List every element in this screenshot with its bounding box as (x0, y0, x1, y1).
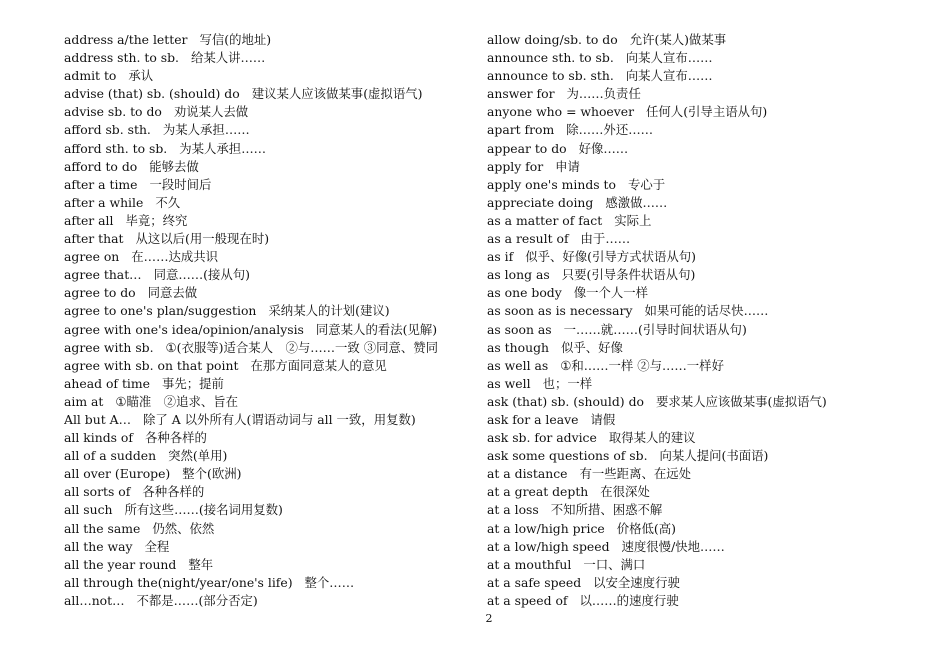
vocab-entry (64, 465, 464, 483)
vocab-entry (487, 302, 927, 320)
vocab-entry (487, 393, 927, 411)
vocab-entry (64, 321, 464, 339)
entry-phrase: all over (Europe) (64, 466, 171, 482)
entry-phrase: as if (487, 249, 514, 265)
vocab-entry (487, 465, 927, 483)
entry-phrase: anyone who = whoever (487, 104, 635, 120)
left-column (64, 31, 464, 610)
vocab-entry (64, 501, 464, 519)
entry-meaning: 从这以后(用一般现在时) (135, 231, 270, 247)
entry-meaning: 速度很慢/快地…… (621, 538, 725, 554)
vocab-entry (64, 357, 464, 375)
vocab-entry (487, 556, 927, 574)
vocab-entry (64, 49, 464, 67)
entry-meaning: 似乎、好像 (561, 339, 623, 355)
vocab-entry (64, 103, 464, 121)
entry-phrase: afford sb. sth. (64, 122, 151, 138)
vocab-entry (487, 194, 927, 212)
entry-phrase: aim at (64, 393, 104, 409)
vocab-entry (487, 520, 927, 538)
entry-meaning: 各种各样的 (144, 430, 207, 446)
entry-meaning: 以安全速度行驶 (593, 574, 680, 590)
entry-meaning: 除了 A 以外所有人(谓语动词与 all 一致，用复数) (142, 411, 416, 427)
entry-phrase: as long as (487, 267, 550, 283)
entry-meaning: 只要(引导条件状语从句) (561, 267, 696, 283)
entry-phrase: apply for (487, 158, 544, 174)
entry-phrase: agree with sb. (64, 339, 154, 355)
entry-meaning: 取得某人的建议 (608, 430, 696, 446)
entry-phrase: all through the(night/year/one's life) (64, 574, 293, 590)
vocab-entry (487, 140, 927, 158)
vocab-entry (64, 411, 464, 429)
entry-meaning: 一段时间后 (149, 176, 212, 192)
vocab-entry (64, 520, 464, 538)
vocab-entry (64, 556, 464, 574)
vocab-entry (487, 266, 927, 284)
entry-phrase: ask sb. for advice (487, 430, 597, 446)
entry-phrase: all the way (64, 538, 133, 554)
vocab-entry (64, 67, 464, 85)
entry-meaning: 一……就……(引导时间状语从句) (563, 321, 747, 337)
entry-phrase: afford to do (64, 158, 138, 174)
entry-phrase: ask some questions of sb. (487, 448, 648, 464)
entry-phrase: at a low/high speed (487, 538, 610, 554)
vocab-entry (487, 321, 927, 339)
entry-meaning: 能够去做 (149, 158, 199, 174)
entry-phrase: as a result of (487, 231, 569, 247)
entry-meaning: 不都是……(部分否定) (136, 592, 258, 608)
entry-meaning: ①和……一样 ②与……一样好 (560, 357, 724, 373)
vocab-entry (64, 158, 464, 176)
entry-phrase: as well as (487, 357, 549, 373)
entry-phrase: as a matter of fact (487, 212, 603, 228)
entry-meaning: 各种各样的 (142, 484, 205, 500)
vocab-entry (487, 176, 927, 194)
entry-meaning: ①(衣服等)适合某人 ②与……一致 ③同意、赞同 (165, 339, 439, 355)
entry-meaning: 突然(单用) (168, 448, 228, 464)
entry-phrase: appreciate doing (487, 194, 594, 210)
entry-phrase: appear to do (487, 140, 567, 156)
vocab-entry (64, 121, 464, 139)
entry-phrase: ask for a leave (487, 411, 579, 427)
entry-meaning: 为某人承担…… (179, 140, 266, 156)
entry-meaning: 所有这些……(接名词用复数) (124, 502, 283, 518)
entry-meaning: 向某人宣布…… (625, 68, 713, 84)
vocab-entry (487, 121, 927, 139)
entry-phrase: announce to sb. sth. (487, 68, 614, 84)
entry-phrase: as soon as (487, 321, 552, 337)
entry-meaning: 价格低(高) (616, 520, 676, 536)
entry-meaning: 给某人讲…… (190, 50, 266, 66)
vocab-entry (64, 538, 464, 556)
entry-phrase: admit to (64, 68, 117, 84)
entry-meaning: 好像…… (578, 140, 629, 156)
entry-phrase: as soon as is necessary (487, 303, 633, 319)
entry-phrase: allow doing/sb. to do (487, 32, 618, 47)
entry-meaning: 不知所措、困惑不解 (550, 502, 663, 518)
entry-meaning: 允许(某人)做某事 (629, 32, 727, 47)
entry-phrase: all the same (64, 520, 141, 536)
page-number: 2 (485, 612, 493, 625)
vocab-entry (487, 230, 927, 248)
vocab-entry (64, 140, 464, 158)
entry-meaning: 同意去做 (147, 285, 198, 301)
vocab-entry (487, 212, 927, 230)
entry-meaning: 由于…… (580, 231, 631, 247)
vocab-entry (64, 339, 464, 357)
vocab-entry (487, 339, 927, 357)
entry-phrase: advise sb. to do (64, 104, 162, 120)
entry-phrase: advise (that) sb. (should) do (64, 86, 240, 102)
entry-meaning: 承认 (128, 68, 154, 84)
vocab-entry (64, 592, 464, 610)
vocab-entry (487, 538, 927, 556)
vocab-entry (487, 574, 927, 592)
vocab-entry (487, 248, 927, 266)
vocab-entry (64, 375, 464, 393)
entry-meaning: 为某人承担…… (162, 122, 250, 138)
vocab-entry (64, 248, 464, 266)
vocab-entry (64, 429, 464, 447)
vocab-entry (64, 31, 464, 49)
vocab-entry (64, 302, 464, 320)
entry-meaning: 同意……(接从句) (153, 267, 250, 283)
entry-phrase: address a/the letter (64, 32, 188, 47)
vocab-entry (487, 375, 927, 393)
entry-phrase: ask (that) sb. (should) do (487, 393, 644, 409)
entry-phrase: apart from (487, 122, 555, 138)
entry-phrase: as though (487, 339, 549, 355)
vocab-entry (64, 483, 464, 501)
entry-meaning: 仍然、依然 (152, 520, 215, 536)
entry-meaning: 同意某人的看法(见解) (315, 321, 438, 337)
entry-phrase: agree to one's plan/suggestion (64, 303, 257, 319)
entry-phrase: agree that… (64, 267, 142, 283)
entry-phrase: after all (64, 212, 114, 228)
entry-phrase: all sorts of (64, 484, 131, 500)
entry-meaning: 似乎、好像(引导方式状语从句) (525, 249, 696, 265)
entry-phrase: after a time (64, 176, 138, 192)
entry-meaning: 专心于 (628, 176, 666, 192)
vocab-entry (64, 393, 464, 411)
entry-meaning: 事先；提前 (161, 375, 224, 391)
entry-phrase: apply one's minds to (487, 176, 616, 192)
right-column (487, 31, 927, 610)
entry-meaning: 要求某人应该做某事(虚拟语气) (655, 393, 827, 409)
entry-phrase: at a low/high price (487, 520, 605, 536)
vocab-entry (487, 483, 927, 501)
entry-phrase: address sth. to sb. (64, 50, 179, 66)
entry-phrase: at a distance (487, 466, 568, 482)
entry-phrase: as well (487, 375, 531, 391)
vocab-entry (64, 194, 464, 212)
vocab-entry (64, 266, 464, 284)
entry-phrase: all the year round (64, 556, 177, 572)
entry-phrase: at a speed of (487, 592, 568, 608)
entry-phrase: announce sth. to sb. (487, 50, 614, 66)
entry-meaning: 感激做…… (605, 194, 668, 210)
entry-phrase: at a mouthful (487, 556, 572, 572)
entry-meaning: ①瞄准 ②追求、旨在 (115, 393, 239, 409)
entry-meaning: 向某人宣布…… (625, 50, 713, 66)
entry-meaning: 也；一样 (542, 375, 593, 391)
entry-phrase: after a while (64, 194, 144, 210)
entry-meaning: 以……的速度行驶 (579, 592, 679, 608)
vocab-entry (64, 447, 464, 465)
entry-phrase: all of a sudden (64, 448, 157, 464)
vocab-entry (64, 212, 464, 230)
entry-phrase: all…not… (64, 592, 125, 608)
entry-phrase: answer for (487, 86, 555, 102)
entry-meaning: 建议某人应该做某事(虚拟语气) (251, 86, 423, 102)
entry-meaning: 整个(欧洲) (182, 466, 242, 482)
entry-meaning: 整年 (188, 556, 214, 572)
entry-phrase: All but A… (64, 411, 131, 427)
entry-meaning: 全程 (144, 538, 170, 554)
vocab-entry (487, 67, 927, 85)
entry-phrase: agree with sb. on that point (64, 357, 239, 373)
vocab-entry (487, 49, 927, 67)
entry-meaning: 为……负责任 (566, 86, 641, 102)
entry-meaning: 整个…… (304, 574, 355, 590)
entry-phrase: after that (64, 231, 124, 247)
entry-meaning: 毕竟；终究 (125, 212, 188, 228)
vocab-entry (487, 284, 927, 302)
entry-phrase: at a safe speed (487, 574, 582, 590)
vocab-entry (487, 31, 927, 49)
vocab-entry (64, 574, 464, 592)
vocab-entry (64, 284, 464, 302)
entry-meaning: 实际上 (614, 212, 652, 228)
vocab-entry (487, 429, 927, 447)
entry-phrase: at a great depth (487, 484, 589, 500)
vocab-entry (487, 103, 927, 121)
entry-phrase: afford sth. to sb. (64, 140, 168, 156)
vocab-entry (487, 592, 927, 610)
vocab-entry (64, 230, 464, 248)
vocab-entry (487, 411, 927, 429)
entry-meaning: 除……外还…… (566, 122, 653, 138)
entry-meaning: 如果可能的话尽快…… (644, 303, 769, 319)
vocab-entry (487, 501, 927, 519)
entry-meaning: 请假 (590, 411, 616, 427)
entry-phrase: as one body (487, 285, 562, 301)
entry-meaning: 在那方面同意某人的意见 (250, 357, 387, 373)
vocab-entry (64, 85, 464, 103)
vocab-entry (487, 85, 927, 103)
vocab-entry (487, 158, 927, 176)
entry-meaning: 在……达成共识 (131, 249, 219, 265)
vocab-entry (487, 447, 927, 465)
entry-meaning: 有一些距离、在远处 (579, 466, 692, 482)
entry-meaning: 劝说某人去做 (173, 104, 249, 120)
entry-phrase: all kinds of (64, 430, 133, 446)
entry-meaning: 向某人提问(书面语) (659, 448, 769, 464)
vocab-entry (64, 176, 464, 194)
entry-phrase: at a loss (487, 502, 539, 518)
vocab-entry (487, 357, 927, 375)
entry-phrase: agree with one's idea/opinion/analysis (64, 321, 304, 337)
entry-phrase: ahead of time (64, 375, 150, 391)
entry-meaning: 采纳某人的计划(建议) (268, 303, 390, 319)
entry-meaning: 写信(的地址) (199, 32, 272, 47)
entry-meaning: 申请 (555, 158, 580, 174)
entry-phrase: agree on (64, 249, 120, 265)
entry-meaning: 一口、满口 (583, 556, 646, 572)
entry-phrase: agree to do (64, 285, 136, 301)
entry-meaning: 像一个人一样 (573, 285, 649, 301)
entry-meaning: 在很深处 (600, 484, 650, 500)
entry-phrase: all such (64, 502, 113, 518)
entry-meaning: 任何人(引导主语从句) (646, 104, 768, 120)
entry-meaning: 不久 (155, 194, 181, 210)
